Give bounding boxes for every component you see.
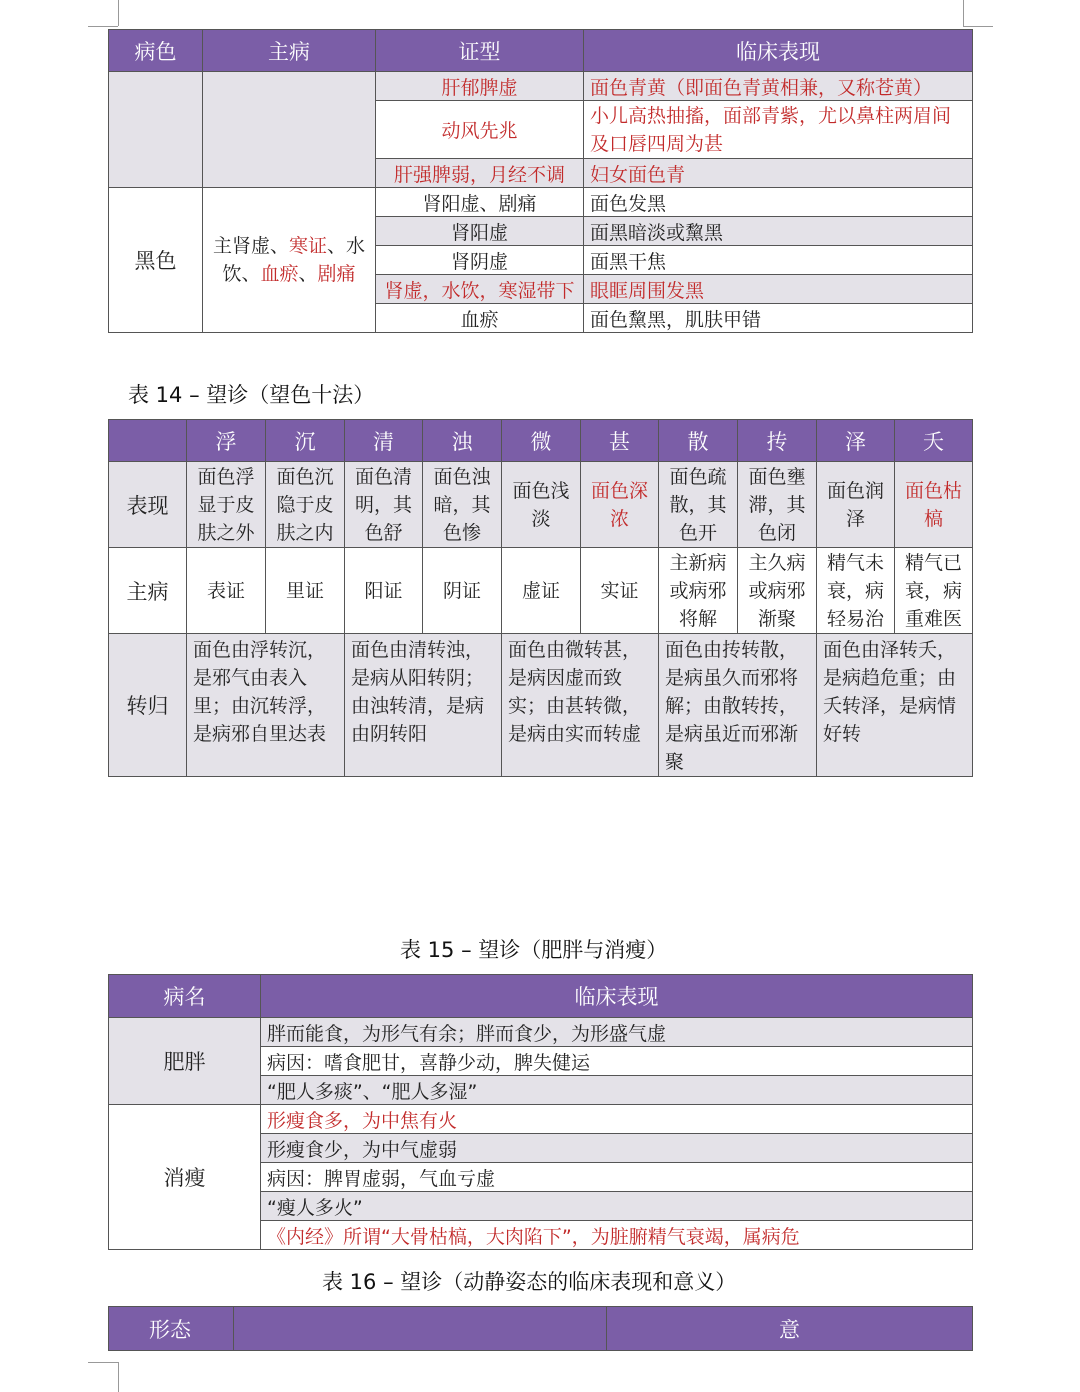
sign-cell: 面黑暗淡或黧黑 [584,217,973,246]
empty-cell [203,72,376,188]
row-label: 主病 [109,548,187,634]
table-caption: 表 16 – 望诊（动静姿态的临床表现和意义） [322,1270,737,1294]
table-face-color [108,29,973,333]
appearance-cell: 面色深浓 [581,462,659,548]
outcome-cell: 面色由浮转沉，是邪气由表入里；由沉转浮，是病邪自里达表 [187,634,345,777]
header-cell: 夭 [895,420,973,462]
syndrome-cell: 动风先兆 [376,101,584,159]
condition-cell: 消瘦 [109,1105,261,1250]
disease-cell: 精气未衰，病轻易治 [817,548,895,634]
disease-cell: 表证 [187,548,266,634]
outcome-cell: 面色由微转甚，是病因虚而致实；由甚转微，是病由实而转虚 [502,634,659,777]
disease-text-highlight: 血瘀 [260,263,299,285]
sign-cell: 形瘦食多，为中焦有火 [261,1105,973,1134]
crop-mark [88,26,118,27]
appearance-cell: 面色枯槁 [895,462,973,548]
header-cell: 沉 [266,420,345,462]
syndrome-cell: 肝强脾弱，月经不调 [376,159,584,188]
sign-cell: 面色黧黑，肌肤甲错 [584,304,973,333]
header-cell: 微 [502,420,581,462]
syndrome-cell: 肝郁脾虚 [376,72,584,101]
outcome-cell: 面色由抟转散，是病虽久而邪将解；由散转抟，是病虽近而邪渐聚 [659,634,817,777]
sign-cell: 小儿高热抽搐，面部青紫，尤以鼻柱两眉间及口唇四周为甚 [584,101,973,159]
header-cell-empty [109,420,187,462]
appearance-cell: 面色浅淡 [502,462,581,548]
outcome-cell: 面色由泽转夭，是病趋危重；由夭转泽，是病情好转 [817,634,973,777]
disease-cell: 主久病或病邪渐聚 [738,548,817,634]
appearance-cell: 面色壅滞，其色闭 [738,462,817,548]
disease-text: 、 [298,263,318,285]
table-ten-methods [108,419,973,777]
table-obesity-emaciation [108,974,973,1250]
sign-cell: 眼眶周围发黑 [584,275,973,304]
syndrome-cell: 肾阳虚 [376,217,584,246]
header-cell: 泽 [817,420,895,462]
row-label: 表现 [109,462,187,548]
disease-text: 、水饮、 [222,235,366,285]
sign-cell: 病因：脾胃虚弱，气血亏虚 [261,1163,973,1192]
appearance-cell: 面色沉隐于皮肤之内 [266,462,345,548]
disease-cell: 阴证 [423,548,502,634]
crop-mark [963,0,964,26]
sign-cell: “肥人多痰”、“肥人多湿” [261,1076,973,1105]
header-cell: 抟 [738,420,817,462]
header-cell: 临床表现 [584,30,973,72]
disease-text-highlight: 剧痛 [317,263,356,285]
header-cell: 散 [659,420,738,462]
condition-cell: 肥胖 [109,1018,261,1105]
sign-cell: 胖而能食，为形气有余；胖而食少，为形盛气虚 [261,1018,973,1047]
sign-cell: 面色青黄（即面色青黄相兼，又称苍黄） [584,72,973,101]
disease-text-highlight: 寒证 [288,235,327,257]
header-cell: 意 [607,1307,973,1351]
row-label: 转归 [109,634,187,777]
outcome-cell: 面色由清转浊，是病从阳转阴；由浊转清，是病由阴转阳 [345,634,502,777]
header-cell-empty [234,1307,607,1351]
disease-cell: 里证 [266,548,345,634]
color-cell: 黑色 [109,188,203,333]
table-caption: 表 14 – 望诊（望色十法） [128,383,375,407]
sign-cell: 面色发黑 [584,188,973,217]
disease-cell: 主新病或病邪将解 [659,548,738,634]
sign-cell: 《内经》所谓“大骨枯槁，大肉陷下”，为脏腑精气衰竭，属病危 [261,1221,973,1250]
appearance-cell: 面色疏散，其色开 [659,462,738,548]
header-cell: 甚 [581,420,659,462]
header-cell: 浮 [187,420,266,462]
crop-mark [88,1362,118,1363]
sign-cell: 形瘦食少，为中气虚弱 [261,1134,973,1163]
crop-mark [963,26,993,27]
sign-cell: “瘦人多火” [261,1192,973,1221]
appearance-cell: 面色清明，其色舒 [345,462,423,548]
disease-cell: 精气已衰，病重难医 [895,548,973,634]
sign-cell: 病因：嗜食肥甘，喜静少动，脾失健运 [261,1047,973,1076]
disease-cell: 实证 [581,548,659,634]
table-caption: 表 15 – 望诊（肥胖与消瘦） [400,938,668,962]
header-cell: 清 [345,420,423,462]
disease-cell [203,188,376,333]
header-cell: 形态 [109,1307,234,1351]
disease-cell: 虚证 [502,548,581,634]
empty-cell [109,72,203,188]
header-cell: 病名 [109,975,261,1018]
disease-text: 主肾虚、 [212,235,289,257]
header-cell: 主病 [203,30,376,72]
appearance-cell: 面色浊暗，其色惨 [423,462,502,548]
appearance-cell: 面色润泽 [817,462,895,548]
table-posture [108,1306,973,1351]
syndrome-cell: 肾阳虚、剧痛 [376,188,584,217]
appearance-cell: 面色浮显于皮肤之外 [187,462,266,548]
crop-mark [118,1362,119,1392]
header-cell: 病色 [109,30,203,72]
sign-cell: 妇女面色青 [584,159,973,188]
header-cell: 证型 [376,30,584,72]
syndrome-cell: 血瘀 [376,304,584,333]
header-cell: 临床表现 [261,975,973,1018]
header-cell: 浊 [423,420,502,462]
disease-cell: 阳证 [345,548,423,634]
syndrome-cell: 肾虚，水饮，寒湿带下 [376,275,584,304]
crop-mark [118,0,119,26]
sign-cell: 面黑干焦 [584,246,973,275]
syndrome-cell: 肾阴虚 [376,246,584,275]
